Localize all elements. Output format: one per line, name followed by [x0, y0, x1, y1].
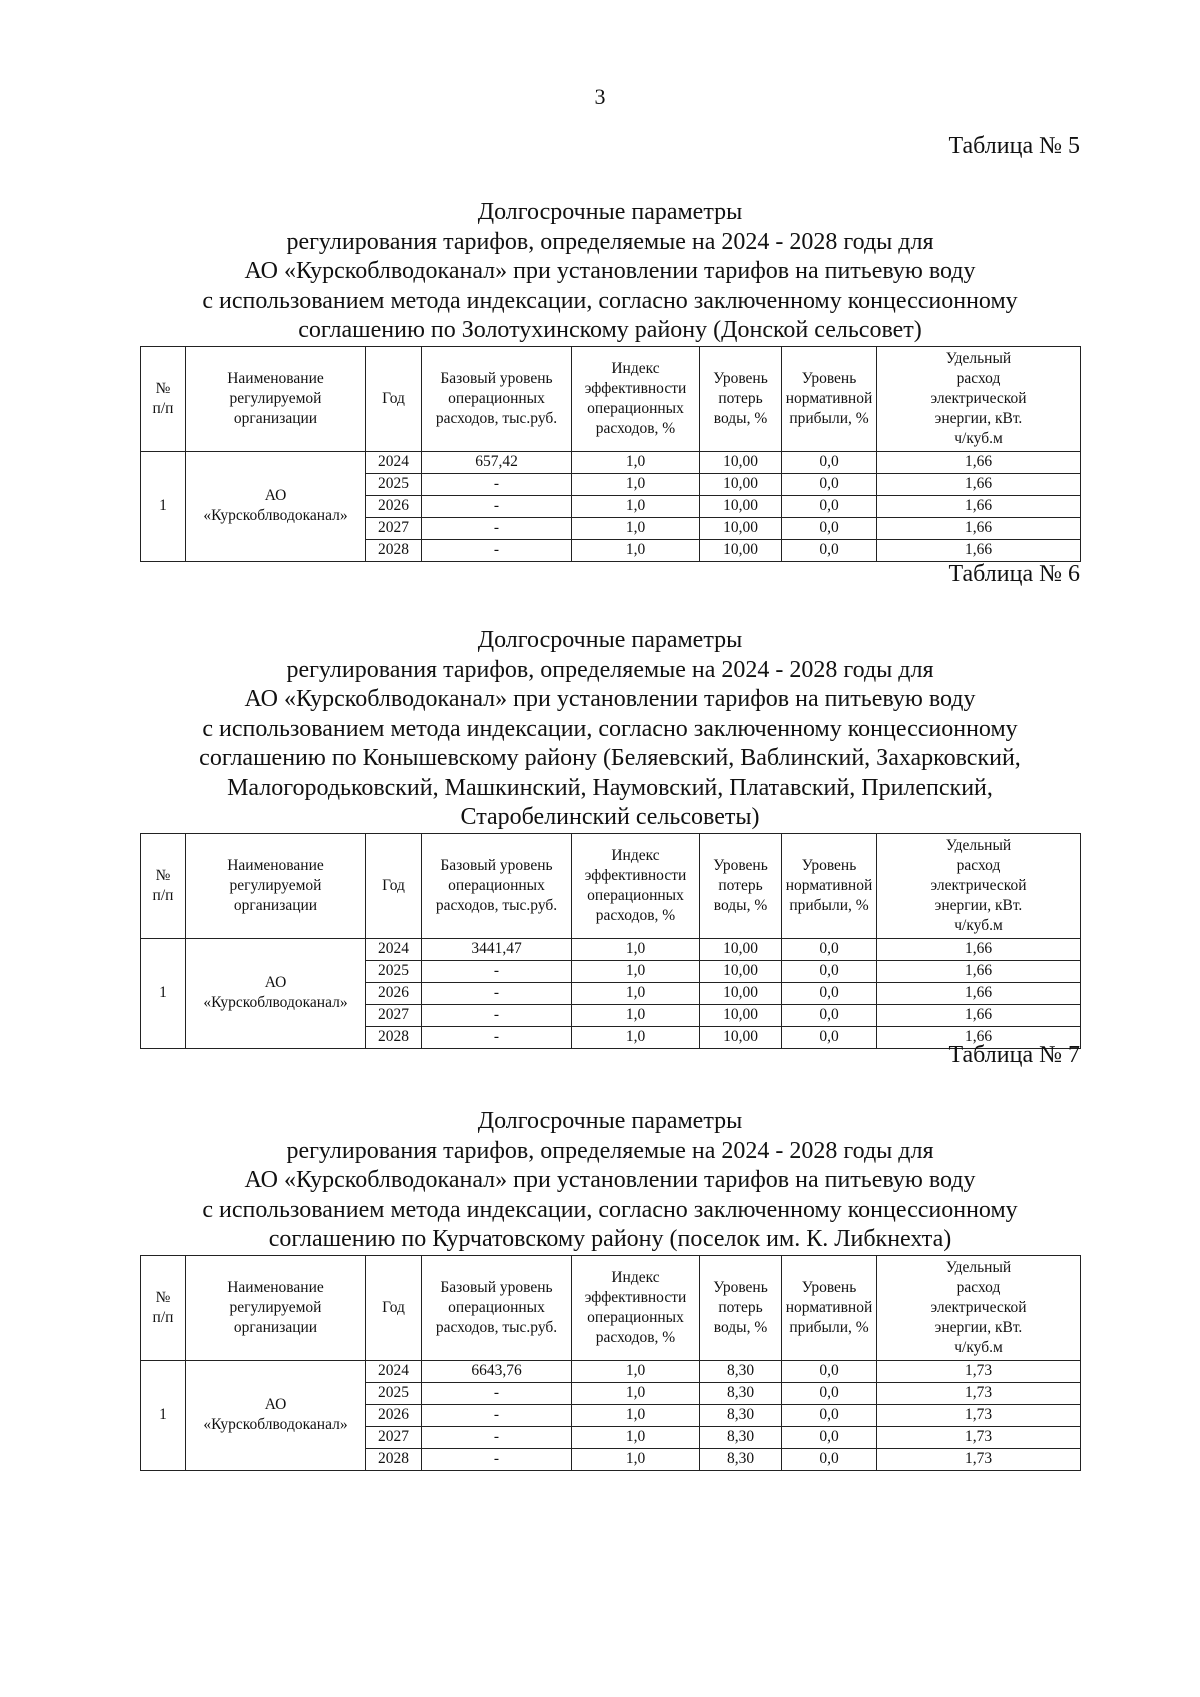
- header-line: ч/куб.м: [954, 916, 1003, 934]
- year-cell: 2026: [366, 982, 422, 1004]
- efficiency-index-cell: 1,0: [572, 1026, 700, 1048]
- specific-energy-cell: 1,66: [877, 473, 1081, 495]
- base-opex-cell: -: [422, 1404, 572, 1426]
- header-line: электрической: [930, 1298, 1027, 1316]
- header-line: операционных: [587, 1308, 684, 1326]
- organization-cell: [186, 1360, 366, 1470]
- heading-line: регулирования тарифов, определяемые на 2024 - 2028 годы для: [286, 1137, 934, 1164]
- header-line: организации: [233, 896, 318, 914]
- header-line: Индекс: [611, 1268, 660, 1286]
- normative-profit-cell: 0,0: [782, 473, 877, 495]
- header-line: ч/куб.м: [954, 1338, 1003, 1356]
- efficiency-index-cell: 1,0: [572, 1004, 700, 1026]
- col-specific-energy-header: [877, 1255, 1081, 1360]
- specific-energy-cell: 1,66: [877, 1004, 1081, 1026]
- base-opex-cell: 3441,47: [422, 938, 572, 960]
- header-line: регулируемой: [229, 1298, 322, 1316]
- header-line: прибыли, %: [789, 1318, 869, 1336]
- header-line: эффективности: [584, 379, 687, 397]
- col-efficiency-index-header: [572, 346, 700, 451]
- header-line: Уровень: [801, 1278, 857, 1296]
- header-line: Базовый уровень: [440, 856, 553, 874]
- col-number-header: [141, 833, 186, 938]
- heading-line: АО «Курскоблводоканал» при установлении тарифов на питьевую воду: [244, 1167, 976, 1193]
- header-line: Уровень: [713, 1278, 768, 1296]
- header-line: Уровень: [801, 856, 857, 874]
- header-line: Удельный: [945, 836, 1012, 854]
- efficiency-index-cell: 1,0: [572, 451, 700, 473]
- header-line: энергии, кВт.: [934, 896, 1023, 914]
- base-opex-cell: -: [422, 982, 572, 1004]
- specific-energy-cell: 1,66: [877, 495, 1081, 517]
- organization-line: «Курскоблводоканал»: [203, 994, 348, 1011]
- header-line: операционных: [448, 1298, 545, 1316]
- parameters-table: [140, 833, 1081, 1049]
- header-line: расходов, тыс.руб.: [435, 409, 558, 427]
- header-line: нормативной: [785, 1298, 873, 1316]
- efficiency-index-cell: 1,0: [572, 960, 700, 982]
- col-specific-energy-header: [877, 833, 1081, 938]
- heading-line: Малогородьковский, Машкинский, Наумовский, Платавский, Прилепский,: [227, 774, 993, 801]
- base-opex-cell: -: [422, 517, 572, 539]
- year-cell: 2028: [366, 1026, 422, 1048]
- page-number: 3: [594, 84, 606, 109]
- normative-profit-cell: 0,0: [782, 1404, 877, 1426]
- header-line: расходов, тыс.руб.: [435, 1318, 558, 1336]
- col-normative-profit-header: [782, 346, 877, 451]
- specific-energy-cell: 1,66: [877, 451, 1081, 473]
- header-line: воды, %: [713, 896, 768, 914]
- header-line: потерь: [718, 1298, 763, 1316]
- year-cell: 2027: [366, 1426, 422, 1448]
- water-loss-cell: 10,00: [700, 938, 782, 960]
- efficiency-index-cell: 1,0: [572, 938, 700, 960]
- water-loss-cell: 8,30: [700, 1382, 782, 1404]
- heading-line: АО «Курскоблводоканал» при установлении тарифов на питьевую воду: [244, 686, 976, 712]
- heading-line: соглашению по Золотухинскому району (Донской сельсовет): [298, 317, 922, 343]
- header-line: воды, %: [713, 409, 768, 427]
- water-loss-cell: 10,00: [700, 1004, 782, 1026]
- header-line: Наименование: [227, 856, 324, 874]
- water-loss-cell: 10,00: [700, 451, 782, 473]
- year-cell: 2024: [366, 1360, 422, 1382]
- specific-energy-cell: 1,73: [877, 1360, 1081, 1382]
- normative-profit-cell: 0,0: [782, 1004, 877, 1026]
- year-cell: 2028: [366, 539, 422, 561]
- organization-cell: [186, 451, 366, 561]
- specific-energy-cell: 1,66: [877, 982, 1081, 1004]
- year-cell: 2027: [366, 517, 422, 539]
- col-organization-header: [186, 346, 366, 451]
- base-opex-cell: -: [422, 1426, 572, 1448]
- year-cell: 2026: [366, 495, 422, 517]
- specific-energy-cell: 1,73: [877, 1382, 1081, 1404]
- col-base-opex-header: [422, 1255, 572, 1360]
- specific-energy-cell: 1,73: [877, 1426, 1081, 1448]
- heading-line: с использованием метода индексации, согласно заключенному концессионному: [202, 287, 1018, 314]
- header-line: расход: [956, 856, 1001, 874]
- base-opex-cell: 657,42: [422, 451, 572, 473]
- water-loss-cell: 8,30: [700, 1426, 782, 1448]
- header-line: п/п: [152, 886, 174, 904]
- col-organization-header: [186, 833, 366, 938]
- header-line: электрической: [930, 876, 1027, 894]
- header-line: Базовый уровень: [440, 369, 553, 387]
- col-number-header: [141, 1255, 186, 1360]
- header-line: энергии, кВт.: [934, 1318, 1023, 1336]
- water-loss-cell: 10,00: [700, 517, 782, 539]
- col-water-loss-header: [700, 833, 782, 938]
- header-line: операционных: [587, 399, 684, 417]
- year-cell: 2025: [366, 1382, 422, 1404]
- header-line: нормативной: [785, 389, 873, 407]
- header-line: расход: [956, 369, 1001, 387]
- header-line: регулируемой: [229, 389, 322, 407]
- efficiency-index-cell: 1,0: [572, 517, 700, 539]
- header-line: Год: [382, 389, 405, 407]
- specific-energy-cell: 1,66: [877, 517, 1081, 539]
- heading-line: с использованием метода индексации, согласно заключенному концессионному: [202, 715, 1018, 742]
- header-line: №: [155, 379, 171, 397]
- header-line: потерь: [718, 389, 763, 407]
- heading-line: Долгосрочные параметры: [477, 627, 743, 653]
- efficiency-index-cell: 1,0: [572, 1448, 700, 1470]
- normative-profit-cell: 0,0: [782, 982, 877, 1004]
- table-label: Таблица № 5: [948, 133, 1080, 159]
- header-line: энергии, кВт.: [934, 409, 1023, 427]
- base-opex-cell: -: [422, 1004, 572, 1026]
- normative-profit-cell: 0,0: [782, 1426, 877, 1448]
- row-number-cell: 1: [141, 938, 186, 1048]
- normative-profit-cell: 0,0: [782, 1360, 877, 1382]
- normative-profit-cell: 0,0: [782, 1026, 877, 1048]
- normative-profit-cell: 0,0: [782, 539, 877, 561]
- col-number-header: [141, 346, 186, 451]
- specific-energy-cell: 1,73: [877, 1448, 1081, 1470]
- header-line: прибыли, %: [789, 409, 869, 427]
- header-line: №: [155, 866, 171, 884]
- header-line: воды, %: [713, 1318, 768, 1336]
- header-line: Год: [382, 1298, 405, 1316]
- row-number-cell: 1: [141, 1360, 186, 1470]
- header-line: эффективности: [584, 1288, 687, 1306]
- year-cell: 2027: [366, 1004, 422, 1026]
- base-opex-cell: -: [422, 1382, 572, 1404]
- water-loss-cell: 8,30: [700, 1360, 782, 1382]
- table-heading: [140, 626, 1080, 833]
- header-line: ч/куб.м: [954, 429, 1003, 447]
- heading-line: соглашению по Курчатовскому району (поселок им. К. Либкнехта): [268, 1226, 952, 1252]
- base-opex-cell: -: [422, 495, 572, 517]
- heading-line: соглашению по Конышевскому району (Беляевский, Ваблинский, Захарковский,: [199, 745, 1021, 771]
- water-loss-cell: 10,00: [700, 982, 782, 1004]
- header-line: Индекс: [611, 359, 660, 377]
- efficiency-index-cell: 1,0: [572, 1426, 700, 1448]
- col-normative-profit-header: [782, 1255, 877, 1360]
- header-line: расходов, тыс.руб.: [435, 896, 558, 914]
- header-row: [141, 1255, 1081, 1360]
- header-line: расход: [956, 1278, 1001, 1296]
- col-organization-header: [186, 1255, 366, 1360]
- header-line: прибыли, %: [789, 896, 869, 914]
- header-line: Базовый уровень: [440, 1278, 553, 1296]
- table-heading: [140, 198, 1080, 346]
- table-row: [141, 938, 1081, 960]
- water-loss-cell: 10,00: [700, 1026, 782, 1048]
- row-number-cell: 1: [141, 451, 186, 561]
- water-loss-cell: 10,00: [700, 473, 782, 495]
- parameters-table: [140, 1255, 1081, 1471]
- header-row: [141, 833, 1081, 938]
- header-line: операционных: [448, 876, 545, 894]
- col-water-loss-header: [700, 1255, 782, 1360]
- efficiency-index-cell: 1,0: [572, 473, 700, 495]
- heading-line: Долгосрочные параметры: [477, 1108, 743, 1134]
- specific-energy-cell: 1,73: [877, 1404, 1081, 1426]
- col-specific-energy-header: [877, 346, 1081, 451]
- table-section-6: [140, 560, 1080, 1049]
- organization-line: АО: [264, 487, 287, 504]
- base-opex-cell: -: [422, 960, 572, 982]
- efficiency-index-cell: 1,0: [572, 495, 700, 517]
- base-opex-cell: -: [422, 539, 572, 561]
- header-line: №: [155, 1288, 171, 1306]
- year-cell: 2026: [366, 1404, 422, 1426]
- table-label: Таблица № 7: [948, 1042, 1080, 1068]
- col-normative-profit-header: [782, 833, 877, 938]
- year-cell: 2028: [366, 1448, 422, 1470]
- efficiency-index-cell: 1,0: [572, 982, 700, 1004]
- header-line: потерь: [718, 876, 763, 894]
- organization-line: АО: [264, 1396, 287, 1413]
- base-opex-cell: -: [422, 1026, 572, 1048]
- header-line: Удельный: [945, 349, 1012, 367]
- heading-line: регулирования тарифов, определяемые на 2024 - 2028 годы для: [286, 228, 934, 255]
- heading-line: АО «Курскоблводоканал» при установлении тарифов на питьевую воду: [244, 258, 976, 284]
- table-section-5: [140, 132, 1080, 562]
- header-line: Год: [382, 876, 405, 894]
- year-cell: 2024: [366, 451, 422, 473]
- header-line: расходов, %: [595, 906, 676, 924]
- normative-profit-cell: 0,0: [782, 1382, 877, 1404]
- specific-energy-cell: 1,66: [877, 539, 1081, 561]
- water-loss-cell: 8,30: [700, 1404, 782, 1426]
- header-line: Уровень: [713, 369, 768, 387]
- normative-profit-cell: 0,0: [782, 495, 877, 517]
- header-line: расходов, %: [595, 419, 676, 437]
- heading-line: Старобелинский сельсоветы): [460, 804, 760, 830]
- header-line: п/п: [152, 1308, 174, 1326]
- organization-line: АО: [264, 974, 287, 991]
- col-base-opex-header: [422, 833, 572, 938]
- header-line: п/п: [152, 399, 174, 417]
- base-opex-cell: -: [422, 1448, 572, 1470]
- normative-profit-cell: 0,0: [782, 451, 877, 473]
- specific-energy-cell: 1,66: [877, 960, 1081, 982]
- col-year-header: [366, 346, 422, 451]
- col-efficiency-index-header: [572, 1255, 700, 1360]
- year-cell: 2024: [366, 938, 422, 960]
- header-line: Наименование: [227, 369, 324, 387]
- heading-line: Долгосрочные параметры: [477, 199, 743, 225]
- header-line: Индекс: [611, 846, 660, 864]
- efficiency-index-cell: 1,0: [572, 1382, 700, 1404]
- header-line: электрической: [930, 389, 1027, 407]
- header-line: нормативной: [785, 876, 873, 894]
- col-efficiency-index-header: [572, 833, 700, 938]
- normative-profit-cell: 0,0: [782, 938, 877, 960]
- table-heading: [140, 1107, 1080, 1255]
- table-row: [141, 451, 1081, 473]
- efficiency-index-cell: 1,0: [572, 1404, 700, 1426]
- table-row: [141, 1360, 1081, 1382]
- header-line: эффективности: [584, 866, 687, 884]
- header-line: организации: [233, 1318, 318, 1336]
- year-cell: 2025: [366, 473, 422, 495]
- header-line: расходов, %: [595, 1328, 676, 1346]
- efficiency-index-cell: 1,0: [572, 1360, 700, 1382]
- header-line: операционных: [587, 886, 684, 904]
- header-line: Уровень: [801, 369, 857, 387]
- water-loss-cell: 10,00: [700, 539, 782, 561]
- water-loss-cell: 10,00: [700, 495, 782, 517]
- header-line: Наименование: [227, 1278, 324, 1296]
- specific-energy-cell: 1,66: [877, 1026, 1081, 1048]
- normative-profit-cell: 0,0: [782, 517, 877, 539]
- normative-profit-cell: 0,0: [782, 960, 877, 982]
- heading-line: регулирования тарифов, определяемые на 2024 - 2028 годы для: [286, 656, 934, 683]
- base-opex-cell: -: [422, 473, 572, 495]
- efficiency-index-cell: 1,0: [572, 539, 700, 561]
- header-line: операционных: [448, 389, 545, 407]
- parameters-table: [140, 346, 1081, 562]
- col-year-header: [366, 1255, 422, 1360]
- col-year-header: [366, 833, 422, 938]
- water-loss-cell: 10,00: [700, 960, 782, 982]
- year-cell: 2025: [366, 960, 422, 982]
- organization-line: «Курскоблводоканал»: [203, 507, 348, 524]
- header-row: [141, 346, 1081, 451]
- header-line: Удельный: [945, 1258, 1012, 1276]
- header-line: организации: [233, 409, 318, 427]
- water-loss-cell: 8,30: [700, 1448, 782, 1470]
- base-opex-cell: 6643,76: [422, 1360, 572, 1382]
- heading-line: с использованием метода индексации, согласно заключенному концессионному: [202, 1196, 1018, 1223]
- organization-line: «Курскоблводоканал»: [203, 1416, 348, 1433]
- organization-cell: [186, 938, 366, 1048]
- col-water-loss-header: [700, 346, 782, 451]
- col-base-opex-header: [422, 346, 572, 451]
- table-section-7: [140, 1041, 1080, 1471]
- table-label: Таблица № 6: [948, 561, 1080, 587]
- header-line: Уровень: [713, 856, 768, 874]
- normative-profit-cell: 0,0: [782, 1448, 877, 1470]
- specific-energy-cell: 1,66: [877, 938, 1081, 960]
- header-line: регулируемой: [229, 876, 322, 894]
